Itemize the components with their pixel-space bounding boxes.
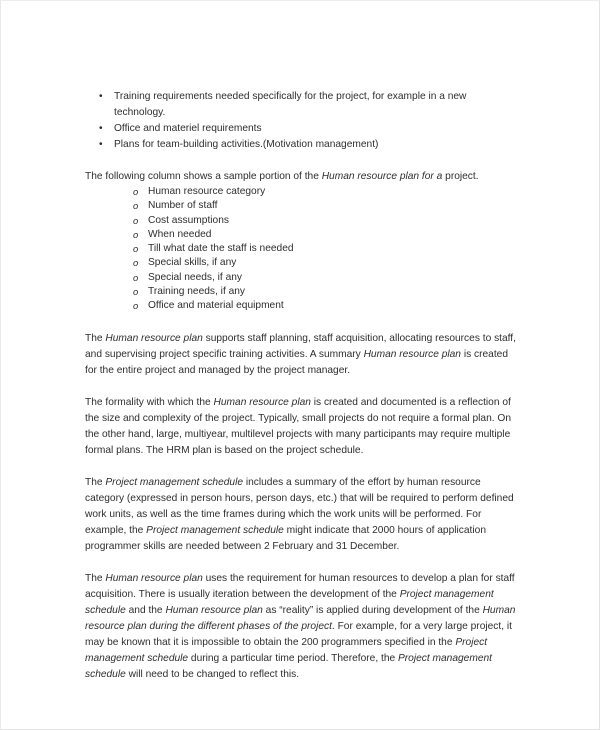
list-item-text: Cost assumptions (148, 214, 229, 226)
spacer (85, 459, 519, 475)
list-item-text: Special needs, if any (148, 271, 243, 283)
list-item (85, 137, 519, 153)
list-item (85, 271, 519, 285)
circle-bullet-marker-icon: o (133, 228, 139, 240)
text-run: The (85, 332, 106, 344)
list-item (85, 89, 519, 121)
paragraph-project-management-schedule (85, 475, 519, 555)
circle-bullet-marker-icon: o (133, 286, 139, 298)
list-item (85, 121, 519, 137)
text-run-italic: Human resource plan (363, 348, 461, 360)
text-run-italic: Project management schedule (85, 588, 494, 616)
circle-bullet-marker-icon: o (133, 200, 139, 212)
text-run: is created and documented is a reflection of the size and complexity of the project. Typically, small projects do not require a formal plan. On the other hand, large, multiyear, multilevel projects with many participants may require multiple formal plans. The HRM plan is based on the project schedule. (85, 396, 512, 456)
bullet-marker-icon: • (99, 139, 103, 150)
bullet-marker-icon: • (99, 123, 103, 134)
intro-paragraph (85, 169, 519, 185)
spacer (85, 314, 519, 331)
spacer (85, 153, 519, 169)
list-item (85, 199, 519, 213)
text-run-italic: Project management schedule (85, 652, 492, 680)
list-item (85, 228, 519, 242)
text-run: includes a summary of the effort by human resource category (expressed in person hours, person days, etc.) that will be required to perform defined work units, as well as the time frames during which the work units will be performed. For example, the (85, 476, 514, 536)
list-item (85, 299, 519, 313)
requirements-bullet-list (85, 89, 519, 153)
bullet-marker-icon: • (99, 91, 103, 102)
document-body (85, 89, 519, 683)
list-item-text: Training needs, if any (148, 286, 246, 298)
circle-bullet-marker-icon: o (133, 300, 139, 312)
text-run: . For example, for a very large project, it may be known that it is impossible to obtain the 200 programmers specified in the (85, 620, 512, 648)
text-run-italic: Human resource plan (165, 604, 263, 616)
text-run-italic: Human resource plan during the different phases of the project (85, 604, 516, 632)
text-run: and the (125, 604, 166, 616)
intro-text-before: The following column shows a sample portion of the (85, 171, 322, 182)
text-run: as “reality” is applied during development of the (262, 604, 483, 616)
list-item (85, 214, 519, 228)
list-item-text: Number of staff (148, 200, 218, 212)
paragraph-hr-plan-support (85, 331, 519, 379)
spacer (85, 379, 519, 395)
text-run: The (85, 572, 106, 584)
text-run-italic: Project management schedule (85, 636, 488, 664)
text-run: will need to be changed to reflect this. (125, 668, 300, 680)
list-item (85, 256, 519, 270)
list-item (85, 185, 519, 199)
list-item-text: Special skills, if any (148, 257, 237, 269)
text-run: is created for the entire project and managed by the project manager. (85, 348, 508, 376)
text-run: supports staff planning, staff acquisition, allocating resources to staff, and supervising project specific training activities. A summary (85, 332, 516, 360)
text-run-italic: Project management schedule (146, 524, 284, 536)
intro-text-italic: Human resource plan for a (321, 171, 443, 182)
circle-bullet-marker-icon: o (133, 271, 139, 283)
plan-contents-sublist (85, 185, 519, 314)
list-item (85, 285, 519, 299)
list-item-text: Plans for team-building activities.(Motivation management) (114, 139, 379, 150)
text-run: uses the requirement for human resources to develop a plan for staff acquisition. There is usually iteration between the development of the (85, 572, 515, 600)
text-run: might indicate that 2000 hours of application programmer skills are needed between 2 February and 31 December. (85, 524, 486, 552)
paragraph-hr-plan-iteration (85, 571, 519, 683)
list-item-text: Training requirements needed specifically for the project, for example in a new technology. (114, 91, 467, 118)
text-run: The (85, 476, 106, 488)
text-run: The formality with which the (85, 396, 214, 408)
spacer (85, 555, 519, 571)
paragraph-hr-plan-formality (85, 395, 519, 459)
list-item-text: Till what date the staff is needed (148, 243, 294, 255)
text-run-italic: Human resource plan (213, 396, 311, 408)
list-item-text: When needed (148, 228, 212, 240)
text-run: during a particular time period. Therefore, the (188, 652, 398, 664)
circle-bullet-marker-icon: o (133, 186, 139, 197)
circle-bullet-marker-icon: o (133, 257, 139, 269)
intro-text-after: project. (442, 171, 479, 182)
text-run-italic: Human resource plan (105, 332, 203, 344)
text-run-italic: Human resource plan (105, 572, 203, 584)
list-item-text: Office and material equipment (148, 300, 284, 312)
circle-bullet-marker-icon: o (133, 214, 139, 226)
circle-bullet-marker-icon: o (133, 243, 139, 255)
list-item-text: Office and materiel requirements (114, 123, 262, 134)
text-run-italic: Project management schedule (105, 476, 244, 488)
list-item-text: Human resource category (148, 186, 266, 197)
list-item (85, 242, 519, 256)
